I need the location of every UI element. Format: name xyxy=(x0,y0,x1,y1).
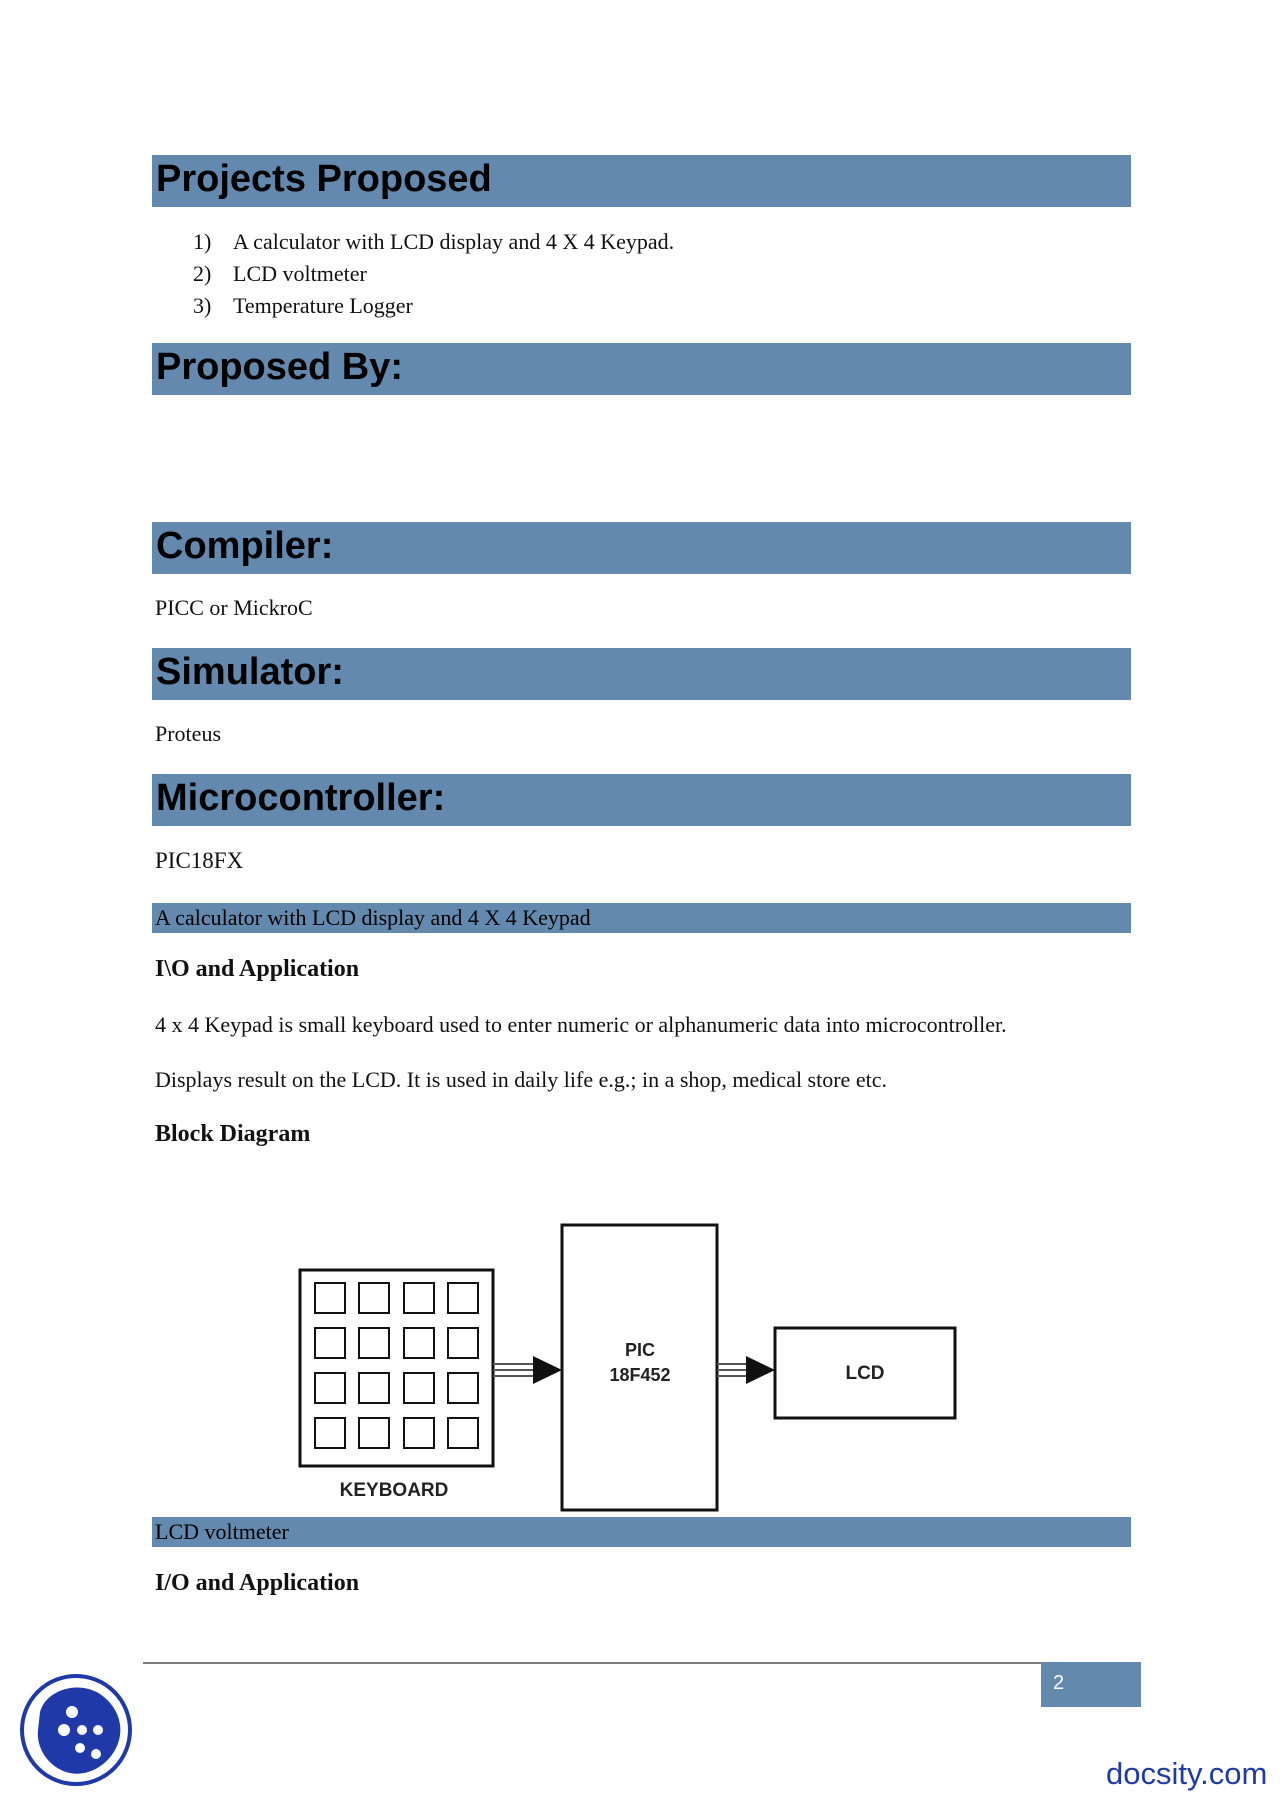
lcd-label: LCD xyxy=(845,1363,885,1384)
key xyxy=(448,1328,478,1358)
key xyxy=(448,1373,478,1403)
paragraph-keypad: 4 x 4 Keypad is small keyboard used to enter numeric or alphanumeric data into microcontroller. xyxy=(155,1012,1007,1037)
heading-calculator: A calculator with LCD display and 4 X 4 Keypad xyxy=(155,905,591,930)
heading-io-application: I\O and Application xyxy=(155,956,360,982)
heading-voltmeter-io: I/O and Application xyxy=(155,1570,360,1596)
pic-label-line2: 18F452 xyxy=(609,1365,671,1385)
docsity-logo-icon xyxy=(18,1672,138,1792)
microcontroller-value: PIC18FX xyxy=(155,848,244,873)
section-bar-microcontroller xyxy=(152,774,1131,826)
paragraph-display: Displays result on the LCD. It is used in daily life e.g.; in a shop, medical store etc. xyxy=(155,1067,887,1092)
heading-voltmeter: LCD voltmeter xyxy=(155,1519,289,1544)
simulator-value: Proteus xyxy=(155,721,221,746)
key xyxy=(315,1328,345,1358)
block-diagram xyxy=(290,1220,970,1512)
key xyxy=(359,1418,389,1448)
key xyxy=(315,1373,345,1403)
key xyxy=(404,1373,434,1403)
page-number-box xyxy=(1041,1662,1141,1707)
heading-microcontroller: Microcontroller: xyxy=(156,777,446,819)
subsection-bar-voltmeter xyxy=(152,1517,1131,1547)
compiler-value: PICC or MickroC xyxy=(155,595,313,620)
list-item: 2) LCD voltmeter xyxy=(193,261,367,286)
heading-block-diagram: Block Diagram xyxy=(155,1121,311,1147)
key xyxy=(315,1418,345,1448)
footer-divider xyxy=(143,1662,1041,1664)
key xyxy=(448,1418,478,1448)
heading-proposed-by: Proposed By: xyxy=(156,346,404,388)
section-bar-proposed-by xyxy=(152,343,1131,395)
key xyxy=(359,1373,389,1403)
key xyxy=(404,1283,434,1313)
list-item: 3) Temperature Logger xyxy=(193,293,413,318)
heading-projects: Projects Proposed xyxy=(156,158,492,200)
key xyxy=(359,1328,389,1358)
key xyxy=(359,1283,389,1313)
projects-list xyxy=(193,226,674,322)
key xyxy=(448,1283,478,1313)
arrow-pic-to-lcd xyxy=(717,1356,775,1384)
list-item: 1) A calculator with LCD display and 4 X 4 Keypad. xyxy=(193,229,675,254)
key xyxy=(404,1418,434,1448)
key xyxy=(404,1328,434,1358)
section-bar-compiler xyxy=(152,522,1131,574)
section-bar-simulator xyxy=(152,648,1131,700)
heading-compiler: Compiler: xyxy=(156,525,334,567)
section-bar-projects xyxy=(152,155,1131,207)
page-number: 2 xyxy=(1053,1672,1065,1694)
pic-label-line1: PIC xyxy=(624,1340,656,1360)
keyboard-label: KEYBOARD xyxy=(339,1480,449,1501)
key xyxy=(315,1283,345,1313)
brand-link[interactable]: docsity.com xyxy=(1106,1756,1268,1791)
arrow-keyboard-to-pic xyxy=(493,1356,562,1384)
subsection-bar-calculator xyxy=(152,903,1131,933)
heading-simulator: Simulator: xyxy=(156,651,344,693)
